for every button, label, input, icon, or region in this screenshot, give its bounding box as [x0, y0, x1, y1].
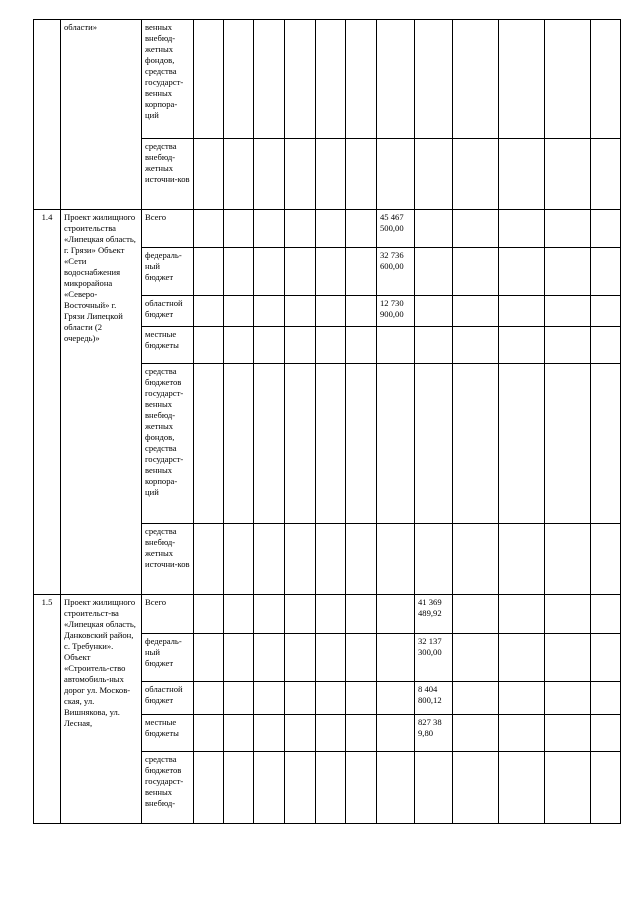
empty-cell	[499, 752, 545, 824]
amount-cell	[377, 524, 415, 595]
empty-cell	[316, 715, 346, 752]
empty-cell	[591, 364, 621, 524]
empty-cell	[453, 595, 499, 634]
empty-cell	[346, 634, 377, 682]
empty-cell	[254, 634, 285, 682]
empty-cell	[285, 20, 316, 139]
empty-cell	[254, 682, 285, 715]
empty-cell	[194, 752, 224, 824]
row-number-cell: 1.5	[34, 595, 61, 824]
empty-cell	[316, 682, 346, 715]
table-row	[34, 20, 621, 139]
empty-cell	[285, 248, 316, 296]
empty-cell	[285, 327, 316, 364]
amount-cell: 41 369 489,92	[415, 595, 453, 634]
empty-cell	[499, 296, 545, 327]
amount-cell	[377, 364, 415, 524]
empty-cell	[194, 20, 224, 139]
empty-cell	[499, 524, 545, 595]
empty-cell	[453, 715, 499, 752]
empty-cell	[346, 248, 377, 296]
empty-cell	[591, 715, 621, 752]
empty-cell	[591, 524, 621, 595]
funding-source-cell: средства внебюд-жетных источни-ков	[142, 524, 194, 595]
empty-cell	[499, 20, 545, 139]
funding-source-cell: венных внебюд-жетных фондов, средства государст-венных корпора-ций	[142, 20, 194, 139]
empty-cell	[591, 210, 621, 248]
empty-cell	[591, 139, 621, 210]
funding-source-cell: федераль-ный бюджет	[142, 248, 194, 296]
empty-cell	[499, 248, 545, 296]
empty-cell	[346, 327, 377, 364]
empty-cell	[316, 139, 346, 210]
empty-cell	[194, 595, 224, 634]
empty-cell	[285, 364, 316, 524]
empty-cell	[316, 364, 346, 524]
empty-cell	[453, 682, 499, 715]
amount-cell: 8 404 800,12	[415, 682, 453, 715]
empty-cell	[415, 524, 453, 595]
empty-cell	[285, 595, 316, 634]
empty-cell	[285, 524, 316, 595]
empty-cell	[545, 296, 591, 327]
funding-source-cell: местные бюджеты	[142, 715, 194, 752]
empty-cell	[415, 20, 453, 139]
empty-cell	[346, 20, 377, 139]
empty-cell	[545, 210, 591, 248]
row-number-cell	[34, 20, 61, 210]
empty-cell	[224, 524, 254, 595]
empty-cell	[194, 364, 224, 524]
empty-cell	[224, 327, 254, 364]
empty-cell	[499, 139, 545, 210]
empty-cell	[254, 296, 285, 327]
funding-source-cell: местные бюджеты	[142, 327, 194, 364]
amount-cell: 32 137 300,00	[415, 634, 453, 682]
empty-cell	[316, 327, 346, 364]
empty-cell	[346, 364, 377, 524]
empty-cell	[254, 327, 285, 364]
empty-cell	[499, 634, 545, 682]
empty-cell	[224, 248, 254, 296]
empty-cell	[453, 210, 499, 248]
empty-cell	[316, 20, 346, 139]
empty-cell	[224, 595, 254, 634]
table-row	[34, 595, 621, 634]
empty-cell	[591, 634, 621, 682]
empty-cell	[377, 20, 415, 139]
empty-cell	[499, 595, 545, 634]
empty-cell	[224, 364, 254, 524]
empty-cell	[545, 364, 591, 524]
empty-cell	[194, 524, 224, 595]
empty-cell	[377, 715, 415, 752]
empty-cell	[254, 752, 285, 824]
empty-cell	[545, 524, 591, 595]
empty-cell	[499, 682, 545, 715]
empty-cell	[285, 752, 316, 824]
empty-cell	[591, 248, 621, 296]
funding-source-cell: средства бюджетов государст-венных внебюд-	[142, 752, 194, 824]
empty-cell	[545, 634, 591, 682]
empty-cell	[254, 139, 285, 210]
amount-cell: 45 467 500,00	[377, 210, 415, 248]
funding-source-cell: областной бюджет	[142, 682, 194, 715]
amount-cell: 827 38 9,80	[415, 715, 453, 752]
empty-cell	[254, 364, 285, 524]
empty-cell	[545, 139, 591, 210]
empty-cell	[316, 595, 346, 634]
empty-cell	[254, 524, 285, 595]
empty-cell	[453, 327, 499, 364]
empty-cell	[346, 524, 377, 595]
empty-cell	[194, 296, 224, 327]
budget-table	[33, 19, 621, 824]
empty-cell	[194, 139, 224, 210]
amount-cell: 12 730 900,00	[377, 296, 415, 327]
empty-cell	[591, 752, 621, 824]
empty-cell	[316, 296, 346, 327]
empty-cell	[316, 210, 346, 248]
empty-cell	[453, 139, 499, 210]
empty-cell	[224, 296, 254, 327]
empty-cell	[377, 634, 415, 682]
empty-cell	[415, 210, 453, 248]
empty-cell	[453, 248, 499, 296]
empty-cell	[285, 139, 316, 210]
empty-cell	[224, 682, 254, 715]
empty-cell	[194, 715, 224, 752]
empty-cell	[415, 296, 453, 327]
empty-cell	[346, 296, 377, 327]
empty-cell	[377, 595, 415, 634]
empty-cell	[499, 715, 545, 752]
empty-cell	[377, 139, 415, 210]
empty-cell	[499, 210, 545, 248]
empty-cell	[545, 682, 591, 715]
empty-cell	[194, 248, 224, 296]
empty-cell	[194, 682, 224, 715]
empty-cell	[285, 715, 316, 752]
amount-cell: 32 736 600,00	[377, 248, 415, 296]
empty-cell	[453, 524, 499, 595]
empty-cell	[285, 296, 316, 327]
empty-cell	[377, 752, 415, 824]
empty-cell	[254, 595, 285, 634]
empty-cell	[224, 20, 254, 139]
empty-cell	[591, 595, 621, 634]
funding-source-cell: федераль-ный бюджет	[142, 634, 194, 682]
empty-cell	[194, 634, 224, 682]
empty-cell	[545, 595, 591, 634]
empty-cell	[194, 327, 224, 364]
funding-source-cell: областной бюджет	[142, 296, 194, 327]
empty-cell	[591, 682, 621, 715]
empty-cell	[285, 682, 316, 715]
empty-cell	[545, 752, 591, 824]
empty-cell	[194, 210, 224, 248]
project-name-cell: области»	[61, 20, 142, 210]
empty-cell	[591, 296, 621, 327]
empty-cell	[254, 248, 285, 296]
empty-cell	[254, 210, 285, 248]
empty-cell	[545, 715, 591, 752]
empty-cell	[254, 715, 285, 752]
empty-cell	[545, 327, 591, 364]
empty-cell	[316, 524, 346, 595]
empty-cell	[346, 210, 377, 248]
empty-cell	[453, 296, 499, 327]
empty-cell	[224, 139, 254, 210]
empty-cell	[316, 752, 346, 824]
empty-cell	[377, 682, 415, 715]
empty-cell	[545, 248, 591, 296]
empty-cell	[453, 634, 499, 682]
amount-cell	[377, 327, 415, 364]
empty-cell	[499, 364, 545, 524]
empty-cell	[346, 715, 377, 752]
empty-cell	[346, 595, 377, 634]
empty-cell	[346, 682, 377, 715]
funding-source-cell: Всего	[142, 595, 194, 634]
table-row	[34, 210, 621, 248]
empty-cell	[285, 634, 316, 682]
empty-cell	[346, 139, 377, 210]
amount-cell	[415, 752, 453, 824]
empty-cell	[346, 752, 377, 824]
empty-cell	[415, 248, 453, 296]
empty-cell	[224, 752, 254, 824]
empty-cell	[545, 20, 591, 139]
empty-cell	[453, 364, 499, 524]
empty-cell	[254, 20, 285, 139]
empty-cell	[415, 139, 453, 210]
empty-cell	[591, 327, 621, 364]
empty-cell	[285, 210, 316, 248]
empty-cell	[453, 20, 499, 139]
empty-cell	[453, 752, 499, 824]
empty-cell	[415, 327, 453, 364]
empty-cell	[499, 327, 545, 364]
empty-cell	[316, 634, 346, 682]
project-name-cell: Проект жилищного строительства «Липецкая область, г. Грязи» Объект «Сети водоснабжения микрорайона «Северо-Восточный» г. Грязи Липецкой области (2 очередь)»	[61, 210, 142, 595]
funding-source-cell: Всего	[142, 210, 194, 248]
empty-cell	[224, 715, 254, 752]
row-number-cell: 1.4	[34, 210, 61, 595]
empty-cell	[224, 634, 254, 682]
empty-cell	[415, 364, 453, 524]
empty-cell	[591, 20, 621, 139]
empty-cell	[224, 210, 254, 248]
project-name-cell: Проект жилищного строительст-ва «Липецкая область, Данковский район, с. Требунки». Объект «Строитель-ство автомобиль-ных дорог ул. Москов-ская, ул. Вишнякова, ул. Лесная,	[61, 595, 142, 824]
funding-source-cell: средства внебюд-жетных источни-ков	[142, 139, 194, 210]
empty-cell	[316, 248, 346, 296]
funding-source-cell: средства бюджетов государст-венных внебюд-жетных фондов, средства государст-венных корпора-ций	[142, 364, 194, 524]
